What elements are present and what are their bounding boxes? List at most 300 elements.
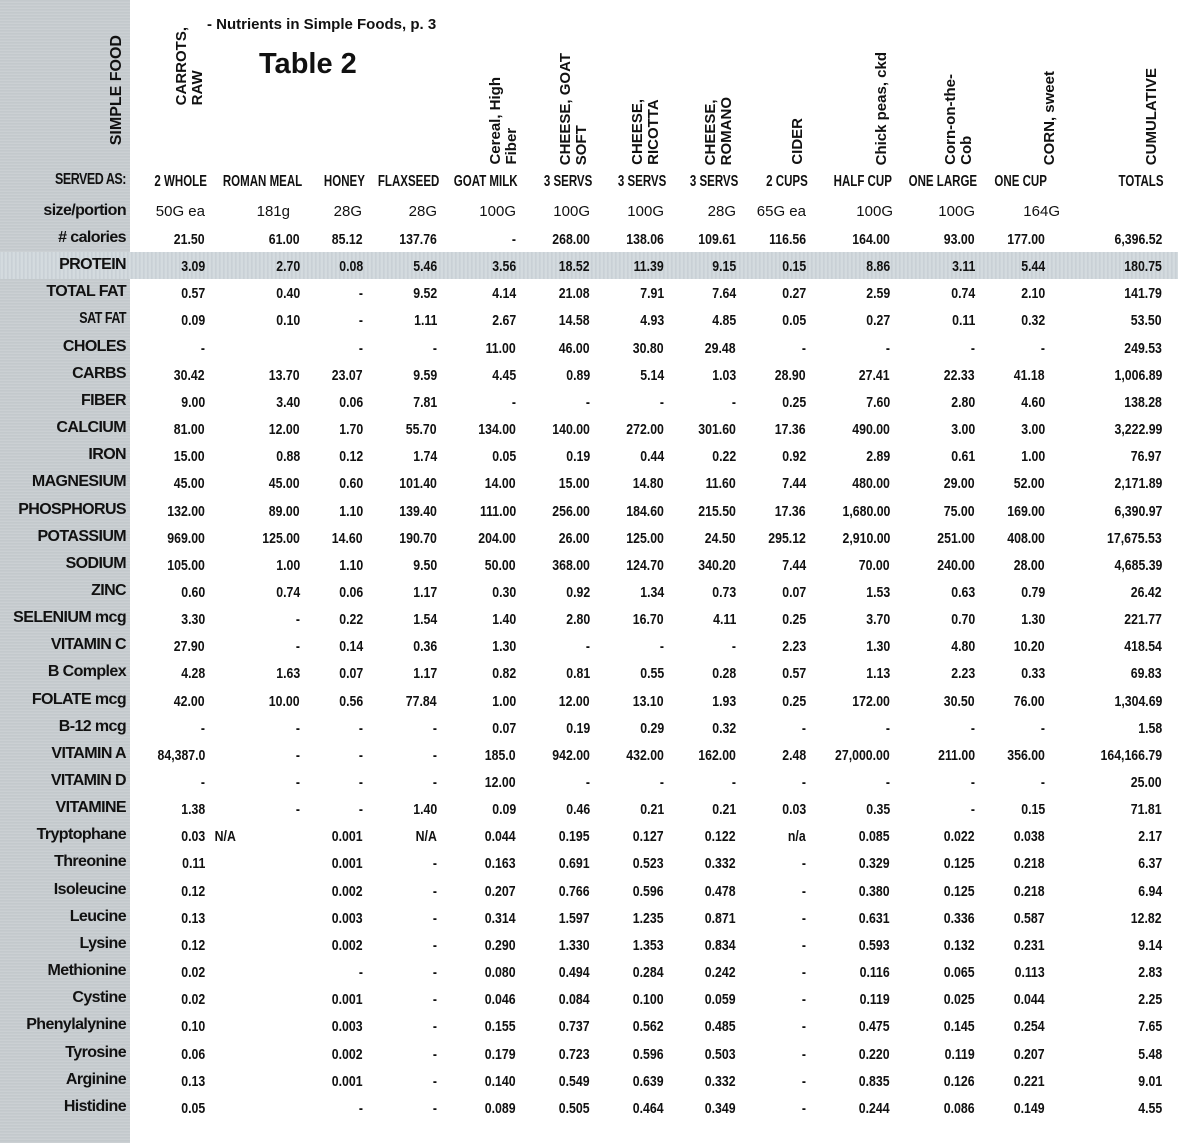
table-cell: 1.00 <box>492 693 516 710</box>
table-cell: 4.80 <box>951 638 975 655</box>
table-cell: 2.83 <box>1138 964 1162 981</box>
table-cell: - <box>970 720 975 737</box>
table-cell: - <box>432 1073 437 1090</box>
table-cell: 26.00 <box>559 530 590 547</box>
table-cell: 164G <box>1023 203 1060 220</box>
table-cell: 0.125 <box>944 855 975 872</box>
table-cell: 0.25 <box>782 394 806 411</box>
table-cell: 52.00 <box>1014 475 1045 492</box>
table-cell: 69.83 <box>1131 665 1162 682</box>
table-title: Table 2 <box>259 48 357 80</box>
table-cell: 1.11 <box>413 312 437 329</box>
table-cell: 7.81 <box>413 394 437 411</box>
table-cell: 0.113 <box>1014 964 1045 981</box>
table-cell: 45.00 <box>174 475 205 492</box>
table-cell: - <box>585 774 590 791</box>
table-cell: 1.235 <box>633 910 664 927</box>
table-cell: 0.57 <box>782 665 806 682</box>
page-subtitle: - Nutrients in Simple Foods, p. 3 <box>207 16 437 33</box>
table-row <box>0 306 1178 333</box>
table-cell: 2.80 <box>951 394 975 411</box>
table-cell: 2.89 <box>866 448 890 465</box>
table-cell: 0.871 <box>705 910 736 927</box>
table-cell: 0.596 <box>633 883 664 900</box>
table-cell: 12.00 <box>559 693 590 710</box>
table-cell: 301.60 <box>698 421 736 438</box>
table-cell: 0.145 <box>944 1018 975 1035</box>
row-label: FOLATE mcg <box>31 691 126 708</box>
table-cell: 29.48 <box>705 340 736 357</box>
table-cell: 15.00 <box>174 448 205 465</box>
table-cell: 2.80 <box>566 611 590 628</box>
table-cell: 7.44 <box>782 475 806 492</box>
table-row <box>0 687 1178 714</box>
row-label: Cystine <box>72 989 126 1006</box>
table-cell: 0.218 <box>1014 855 1045 872</box>
table-cell: 9.00 <box>181 394 205 411</box>
table-cell: 4.55 <box>1138 1100 1162 1117</box>
table-cell: 23.07 <box>332 367 363 384</box>
row-label: Leucine <box>69 908 126 925</box>
table-row <box>0 524 1178 551</box>
table-cell: - <box>801 720 806 737</box>
table-cell: 211.00 <box>938 747 975 764</box>
table-cell: 0.329 <box>859 855 890 872</box>
table-cell: 0.06 <box>339 584 363 601</box>
table-cell: 1.17 <box>413 584 437 601</box>
table-cell: - <box>801 937 806 954</box>
table-cell: 0.220 <box>859 1046 890 1063</box>
table-cell: 0.155 <box>485 1018 516 1035</box>
table-cell: 0.27 <box>782 285 806 302</box>
table-cell: 6,396.52 <box>1114 231 1162 248</box>
table-row <box>0 279 1178 306</box>
table-cell: 0.221 <box>1014 1073 1045 1090</box>
table-cell: 249.53 <box>1124 340 1162 357</box>
table-cell: 1.30 <box>1021 611 1045 628</box>
table-cell: 0.63 <box>951 584 975 601</box>
table-cell: 0.596 <box>633 1046 664 1063</box>
table-cell: - <box>731 394 736 411</box>
table-cell: 0.587 <box>1014 910 1045 927</box>
table-cell: 0.639 <box>633 1073 664 1090</box>
table-cell: 17,675.53 <box>1107 530 1162 547</box>
table-cell: 0.218 <box>1014 883 1045 900</box>
table-cell: 0.89 <box>566 367 590 384</box>
table-cell: - <box>1040 720 1045 737</box>
table-cell: 76.97 <box>1131 448 1162 465</box>
table-cell: 0.92 <box>566 584 590 601</box>
table-cell: 6,390.97 <box>1114 503 1162 520</box>
table-cell: 2.48 <box>782 747 806 764</box>
table-cell: - <box>358 964 363 981</box>
table-cell: 140.00 <box>552 421 590 438</box>
table-cell: 0.691 <box>559 855 590 872</box>
table-cell: 0.81 <box>566 665 590 682</box>
table-cell: - <box>358 720 363 737</box>
table-cell: 172.00 <box>852 693 890 710</box>
table-cell: HONEY <box>324 173 365 190</box>
table-cell: 12.82 <box>1131 910 1162 927</box>
table-cell: 13.10 <box>633 693 664 710</box>
table-row <box>0 849 1178 876</box>
table-row <box>0 167 1178 194</box>
row-label: SAT FAT <box>79 310 126 327</box>
table-cell: 9.52 <box>413 285 437 302</box>
table-cell: 3 SERVS <box>689 173 738 190</box>
table-cell: 0.10 <box>276 312 300 329</box>
table-row <box>0 659 1178 686</box>
table-cell: 5.46 <box>413 258 437 275</box>
table-row <box>0 768 1178 795</box>
table-cell: 0.55 <box>640 665 664 682</box>
table-cell: 0.14 <box>339 638 363 655</box>
table-cell: 0.523 <box>633 855 664 872</box>
table-cell: - <box>585 394 590 411</box>
table-cell: - <box>295 801 300 818</box>
table-cell: 1.10 <box>339 557 363 574</box>
table-cell: - <box>659 638 664 655</box>
table-cell: 7.64 <box>712 285 736 302</box>
table-cell: 251.00 <box>937 530 975 547</box>
table-cell: 0.08 <box>339 258 363 275</box>
table-cell: 100G <box>938 203 975 220</box>
row-label: Tyrosine <box>65 1044 126 1061</box>
table-cell: HALF CUP <box>833 173 892 190</box>
table-cell: 0.25 <box>782 611 806 628</box>
table-cell: 26.42 <box>1131 584 1162 601</box>
table-cell: 0.46 <box>566 801 590 818</box>
table-cell: 4.93 <box>640 312 664 329</box>
table-cell: 0.001 <box>332 991 363 1008</box>
table-cell: 1,304.69 <box>1114 693 1162 710</box>
table-cell: 0.35 <box>866 801 890 818</box>
table-cell: 0.21 <box>640 801 664 818</box>
table-cell: 490.00 <box>852 421 890 438</box>
table-cell: 41.18 <box>1014 367 1045 384</box>
column-header-food: CARROTS, RAW <box>173 26 206 105</box>
table-cell: 0.766 <box>559 883 590 900</box>
table-cell: 0.195 <box>559 828 590 845</box>
column-header-food: Chick peas, ckd <box>873 51 890 165</box>
table-cell: - <box>432 1046 437 1063</box>
row-label: B Complex <box>47 663 126 680</box>
table-cell: 22.33 <box>944 367 975 384</box>
table-cell: 101.40 <box>399 475 437 492</box>
table-cell: 0.92 <box>782 448 806 465</box>
table-cell: 3.00 <box>1021 421 1045 438</box>
table-cell: 0.085 <box>859 828 890 845</box>
table-cell: 1.70 <box>339 421 363 438</box>
table-cell: 0.065 <box>944 964 975 981</box>
table-row <box>0 497 1178 524</box>
table-cell: 10.00 <box>269 693 300 710</box>
table-cell: 4.14 <box>492 285 516 302</box>
column-header-food: Corn-on-the- Cob <box>942 74 975 165</box>
table-cell: 3.70 <box>866 611 890 628</box>
table-row <box>0 958 1178 985</box>
table-cell: 0.834 <box>705 937 736 954</box>
table-cell: 0.242 <box>705 964 736 981</box>
table-cell: 111.00 <box>479 503 516 520</box>
table-cell: 0.149 <box>1014 1100 1045 1117</box>
table-cell: 942.00 <box>552 747 590 764</box>
table-cell: - <box>432 964 437 981</box>
table-cell: - <box>511 231 516 248</box>
row-header-label: SIMPLE FOOD <box>108 34 125 145</box>
table-cell: 21.50 <box>174 231 205 248</box>
table-cell: 0.126 <box>944 1073 975 1090</box>
table-cell: 0.22 <box>339 611 363 628</box>
table-cell: 0.09 <box>492 801 516 818</box>
table-cell: - <box>358 340 363 357</box>
table-cell: 164.00 <box>852 231 890 248</box>
table-cell: 3.11 <box>951 258 975 275</box>
table-cell: 2,171.89 <box>1114 475 1162 492</box>
table-cell: 0.562 <box>633 1018 664 1035</box>
table-cell: 9.14 <box>1138 937 1162 954</box>
table-row <box>0 795 1178 822</box>
column-header-food: Cereal, High Fiber <box>487 77 520 165</box>
table-cell: 27,000.00 <box>835 747 890 764</box>
table-cell: 181g <box>256 203 290 220</box>
table-cell: 1.00 <box>1021 448 1045 465</box>
table-cell: - <box>801 1046 806 1063</box>
table-cell: 0.022 <box>944 828 975 845</box>
table-cell: 180.75 <box>1124 258 1162 275</box>
table-cell: - <box>585 638 590 655</box>
table-cell: 77.84 <box>406 693 437 710</box>
table-cell: 14.58 <box>559 312 590 329</box>
table-cell: - <box>295 774 300 791</box>
table-cell: 0.05 <box>782 312 806 329</box>
table-cell: 0.07 <box>339 665 363 682</box>
table-cell: 1.38 <box>181 801 205 818</box>
table-cell: 17.36 <box>775 503 806 520</box>
table-cell: 432.00 <box>626 747 664 764</box>
table-cell: 0.06 <box>181 1046 205 1063</box>
table-cell: 2.17 <box>1138 828 1162 845</box>
row-label: Threonine <box>54 853 126 870</box>
table-cell: 0.74 <box>951 285 975 302</box>
table-cell: 0.290 <box>485 937 516 954</box>
table-cell: 0.82 <box>492 665 516 682</box>
table-cell: 0.19 <box>566 448 590 465</box>
table-cell: 0.61 <box>951 448 975 465</box>
table-cell: 5.48 <box>1138 1046 1162 1063</box>
table-cell: 28G <box>707 203 736 220</box>
table-cell: 0.60 <box>181 584 205 601</box>
table-cell: 125.00 <box>262 530 300 547</box>
table-cell: 27.90 <box>174 638 205 655</box>
table-cell: - <box>358 1100 363 1117</box>
table-cell: 3.09 <box>181 258 205 275</box>
table-cell: 0.07 <box>782 584 806 601</box>
table-cell: - <box>801 883 806 900</box>
table-row <box>0 578 1178 605</box>
table-cell: 0.284 <box>633 964 664 981</box>
table-cell: N/A <box>214 828 236 845</box>
table-cell: 2.23 <box>951 665 975 682</box>
table-cell: 1.40 <box>492 611 516 628</box>
table-cell: 0.593 <box>859 937 890 954</box>
table-cell: 0.207 <box>485 883 516 900</box>
table-cell: 0.025 <box>944 991 975 1008</box>
table-cell: 204.00 <box>478 530 516 547</box>
table-cell: 0.001 <box>332 1073 363 1090</box>
table-cell: 3,222.99 <box>1114 421 1162 438</box>
table-cell: 0.13 <box>181 1073 205 1090</box>
row-label: PHOSPHORUS <box>18 501 126 518</box>
table-cell: 3.56 <box>492 258 516 275</box>
table-cell: 969.00 <box>167 530 205 547</box>
table-cell: 21.08 <box>559 285 590 302</box>
table-cell: 221.77 <box>1124 611 1162 628</box>
table-cell: 29.00 <box>944 475 975 492</box>
table-cell: 28G <box>408 203 437 220</box>
table-cell: 0.332 <box>705 1073 736 1090</box>
table-cell: 0.349 <box>705 1100 736 1117</box>
table-cell: - <box>200 340 205 357</box>
table-cell: 0.02 <box>181 964 205 981</box>
row-label: SERVED AS: <box>55 171 126 188</box>
table-cell: 240.00 <box>937 557 975 574</box>
table-cell: - <box>885 774 890 791</box>
table-cell: 1.34 <box>640 584 664 601</box>
table-cell: 0.03 <box>181 828 205 845</box>
table-cell: - <box>432 883 437 900</box>
table-cell: 0.40 <box>276 285 300 302</box>
table-cell: 61.00 <box>269 231 300 248</box>
table-cell: 4.11 <box>712 611 736 628</box>
table-cell: - <box>358 747 363 764</box>
table-cell: 7.91 <box>640 285 664 302</box>
table-cell: - <box>358 285 363 302</box>
table-cell: - <box>432 1100 437 1117</box>
table-cell: 10.20 <box>1014 638 1045 655</box>
table-cell: - <box>295 720 300 737</box>
table-cell: - <box>432 991 437 1008</box>
table-cell: 11.39 <box>633 258 664 275</box>
column-header-food: CIDER <box>789 118 806 165</box>
row-label: TOTAL FAT <box>46 283 126 300</box>
table-cell: 84,387.0 <box>157 747 205 764</box>
table-cell: 1.54 <box>413 611 437 628</box>
table-cell: - <box>801 1100 806 1117</box>
table-cell: 0.475 <box>859 1018 890 1035</box>
table-cell: - <box>659 774 664 791</box>
column-header-food: CHEESE, RICOTTA <box>629 99 662 165</box>
table-cell: 0.70 <box>951 611 975 628</box>
table-cell: 5.14 <box>640 367 664 384</box>
row-label: VITAMIN C <box>50 636 126 653</box>
table-cell: - <box>659 394 664 411</box>
table-cell: N/A <box>415 828 437 845</box>
table-cell: 3 SERVS <box>543 173 592 190</box>
table-row <box>0 1094 1178 1121</box>
table-cell: 4.85 <box>712 312 736 329</box>
table-cell: 0.080 <box>485 964 516 981</box>
table-cell: 3.30 <box>181 611 205 628</box>
table-cell: 480.00 <box>852 475 890 492</box>
table-cell: 0.835 <box>859 1073 890 1090</box>
table-cell: 368.00 <box>552 557 590 574</box>
table-cell: - <box>885 720 890 737</box>
table-row <box>0 1012 1178 1039</box>
table-cell: 18.52 <box>559 258 590 275</box>
table-cell: 0.15 <box>782 258 806 275</box>
table-cell: 268.00 <box>552 231 590 248</box>
table-cell: 190.70 <box>399 530 437 547</box>
table-cell: 0.503 <box>705 1046 736 1063</box>
table-cell: - <box>432 855 437 872</box>
table-cell: 0.28 <box>712 665 736 682</box>
table-cell: 1,006.89 <box>1114 367 1162 384</box>
table-cell: 46.00 <box>559 340 590 357</box>
table-row <box>0 877 1178 904</box>
table-cell: 0.003 <box>332 910 363 927</box>
table-cell: 0.179 <box>485 1046 516 1063</box>
table-cell: 1.30 <box>492 638 516 655</box>
table-cell: 408.00 <box>1007 530 1045 547</box>
table-cell: 0.15 <box>1021 801 1045 818</box>
table-cell: - <box>885 340 890 357</box>
table-cell: 0.02 <box>181 991 205 1008</box>
row-label: size/portion <box>43 202 126 219</box>
table-cell: 0.05 <box>492 448 516 465</box>
table-cell: 12.00 <box>485 774 516 791</box>
row-label: FIBER <box>80 392 126 409</box>
table-cell: 0.122 <box>705 828 736 845</box>
row-label: CALCIUM <box>56 419 126 436</box>
row-label: SELENIUM mcg <box>13 609 126 626</box>
table-cell: 0.132 <box>944 937 975 954</box>
table-cell: - <box>970 801 975 818</box>
table-cell: - <box>432 1018 437 1035</box>
table-cell: 45.00 <box>269 475 300 492</box>
table-cell: - <box>432 910 437 927</box>
table-cell: 0.332 <box>705 855 736 872</box>
table-cell: 124.70 <box>626 557 664 574</box>
table-row <box>0 551 1178 578</box>
table-row <box>0 632 1178 659</box>
table-cell: 105.00 <box>167 557 205 574</box>
table-row <box>0 904 1178 931</box>
table-cell: 13.70 <box>269 367 300 384</box>
table-cell: 0.79 <box>1021 584 1045 601</box>
table-row <box>0 361 1178 388</box>
table-cell: n/a <box>788 828 806 845</box>
table-cell: 137.76 <box>399 231 437 248</box>
table-cell: 0.32 <box>712 720 736 737</box>
table-cell: 30.50 <box>944 693 975 710</box>
table-cell: 0.038 <box>1014 828 1045 845</box>
table-row <box>0 714 1178 741</box>
table-cell: 55.70 <box>406 421 437 438</box>
table-cell: 356.00 <box>1007 747 1045 764</box>
table-cell: 0.125 <box>944 883 975 900</box>
table-cell: 6.94 <box>1138 883 1162 900</box>
table-cell: 28.00 <box>1014 557 1045 574</box>
table-cell: 256.00 <box>552 503 590 520</box>
table-cell: 1.40 <box>413 801 437 818</box>
table-cell: ONE LARGE <box>908 173 977 190</box>
table-cell: 1.30 <box>866 638 890 655</box>
table-cell: 0.12 <box>181 883 205 900</box>
table-cell: 295.12 <box>768 530 806 547</box>
table-cell: 0.001 <box>332 855 363 872</box>
table-cell: 0.09 <box>181 312 205 329</box>
